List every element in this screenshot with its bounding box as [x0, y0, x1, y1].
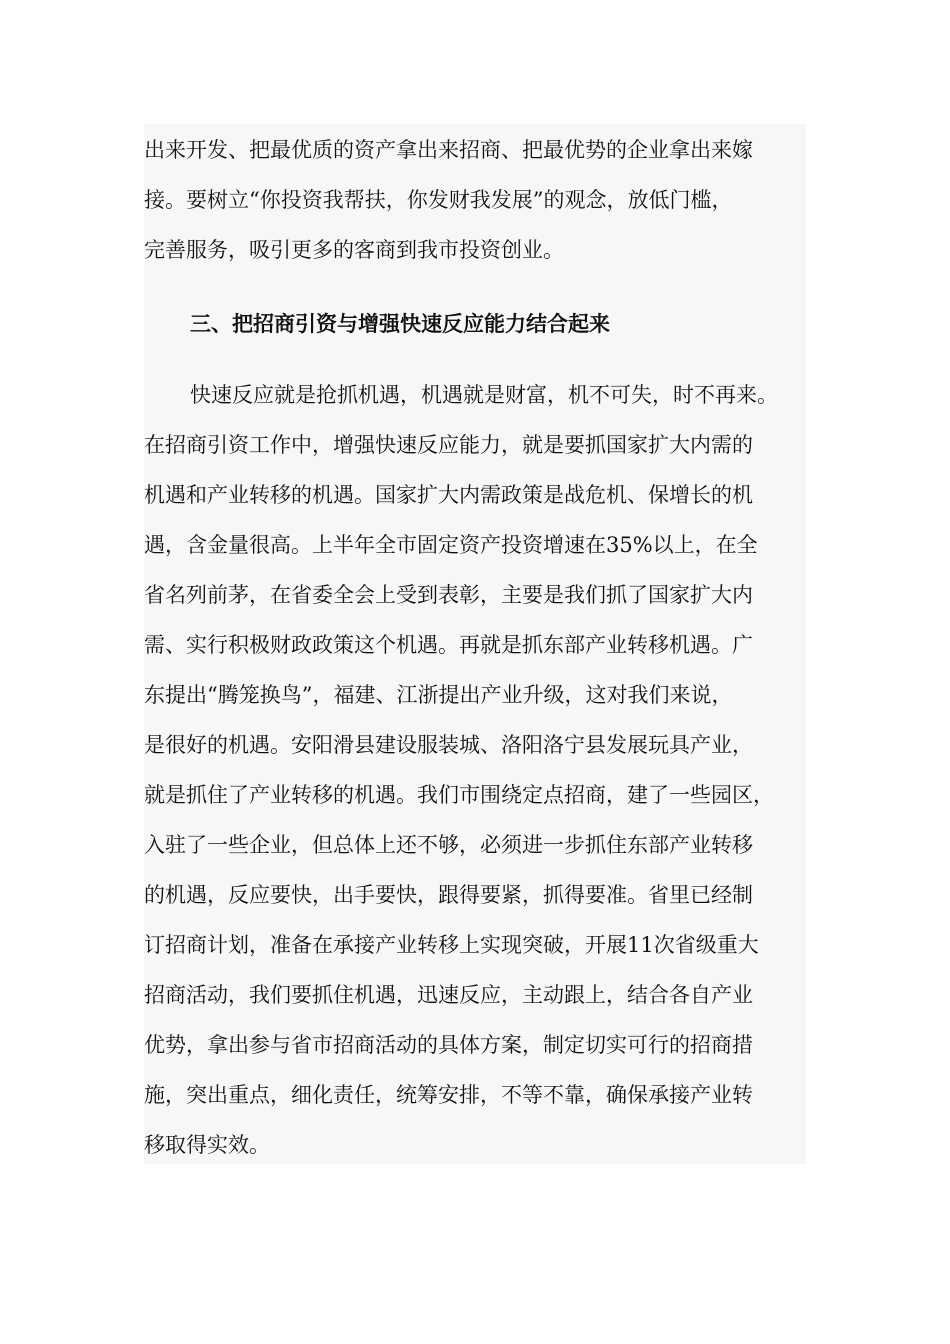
- body-line: 招商活动，我们要抓住机遇，迅速反应，主动跟上，结合各自产业: [144, 983, 753, 1007]
- body-line: 接。要树立“你投资我帮扶，你发财我发展”的观念，放低门槛，: [144, 188, 733, 212]
- body-line: 订招商计划，准备在承接产业转移上实现突破，开展11次省级重大: [144, 933, 759, 957]
- body-line: 就是抓住了产业转移的机遇。我们市围绕定点招商，建了一些园区，: [144, 783, 774, 807]
- body-line: 遇，含金量很高。上半年全市固定资产投资增速在35%以上，在全: [144, 533, 758, 557]
- document-body: [144, 124, 806, 1164]
- body-line: 机遇和产业转移的机遇。国家扩大内需政策是战危机、保增长的机: [144, 483, 753, 507]
- body-line: 完善服务，吸引更多的客商到我市投资创业。: [144, 238, 564, 262]
- paragraph-first-line: 快速反应就是抢抓机遇，机遇就是财富，机不可失，时不再来。: [190, 383, 778, 407]
- body-line: 施，突出重点，细化责任，统筹安排，不等不靠，确保承接产业转: [144, 1083, 753, 1107]
- body-line: 省名列前茅，在省委全会上受到表彰，主要是我们抓了国家扩大内: [144, 583, 753, 607]
- body-line: 东提出“腾笼换鸟”，福建、江浙提出产业升级，这对我们来说，: [144, 683, 733, 707]
- body-line: 移取得实效。: [144, 1133, 270, 1157]
- body-line: 需、实行积极财政政策这个机遇。再就是抓东部产业转移机遇。广: [144, 633, 753, 657]
- body-line: 的机遇，反应要快，出手要快，跟得要紧，抓得要准。省里已经制: [144, 883, 753, 907]
- body-line: 是很好的机遇。安阳滑县建设服装城、洛阳洛宁县发展玩具产业，: [144, 733, 753, 757]
- body-line: 入驻了一些企业，但总体上还不够，必须进一步抓住东部产业转移: [144, 833, 753, 857]
- section-heading: 三、把招商引资与增强快速反应能力结合起来: [190, 312, 610, 336]
- body-line: 出来开发、把最优质的资产拿出来招商、把最优势的企业拿出来嫁: [144, 138, 753, 162]
- body-line: 优势，拿出参与省市招商活动的具体方案，制定切实可行的招商措: [144, 1033, 753, 1057]
- body-line: 在招商引资工作中，增强快速反应能力，就是要抓国家扩大内需的: [144, 433, 753, 457]
